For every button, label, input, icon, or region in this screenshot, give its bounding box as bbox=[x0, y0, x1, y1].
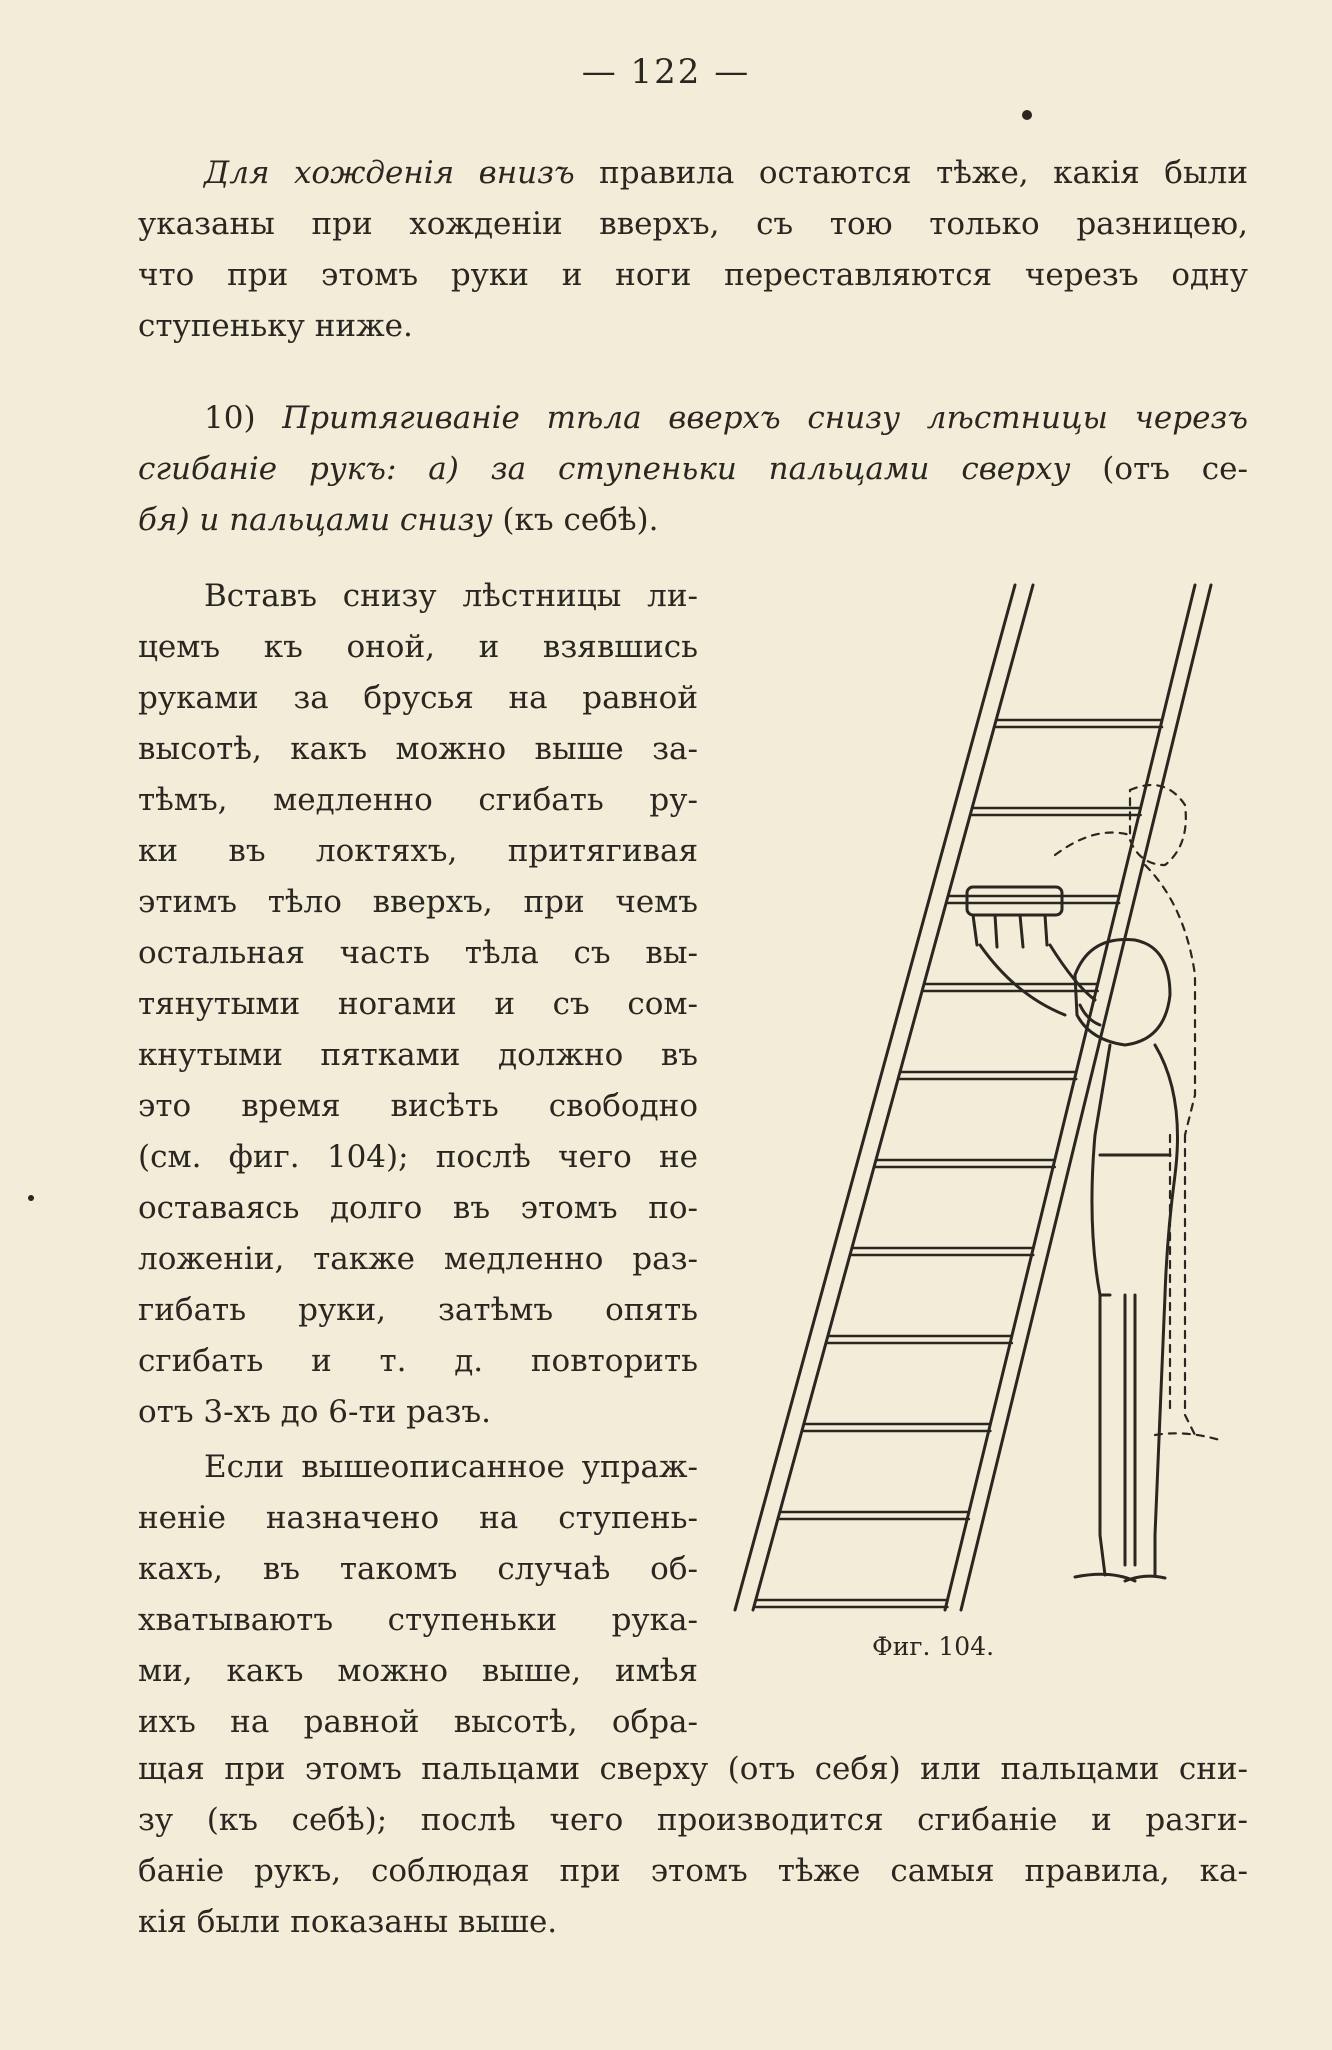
text-line: кія были показаны выше. bbox=[138, 1904, 558, 1940]
ladder-rail bbox=[753, 585, 1033, 1610]
text-line: что при этомъ руки и ноги переставляются черезъ одну bbox=[138, 257, 1248, 293]
text-line: тѣмъ, медленно сгибать ру- bbox=[138, 782, 698, 818]
text-line: ступеньку ниже. bbox=[138, 308, 413, 344]
text-line: зу (къ себѣ); послѣ чего производится сгибаніе и разги- bbox=[138, 1802, 1248, 1838]
text-line: неніе назначено на ступень- bbox=[138, 1500, 698, 1536]
text-line: бя) и пальцами снизу (къ себѣ). bbox=[138, 502, 659, 538]
text-line: ложеніи, также медленно раз- bbox=[138, 1241, 698, 1277]
ink-speck bbox=[28, 1195, 34, 1201]
text-line: оставаясь долго въ этомъ по- bbox=[138, 1190, 698, 1226]
ladder-rail bbox=[735, 585, 1015, 1610]
text-line: тянутыми ногами и съ сом- bbox=[138, 986, 698, 1022]
text-line: (см. фиг. 104); послѣ чего не bbox=[138, 1139, 698, 1175]
text-line: баніе рукъ, соблюдая при этомъ тѣже самыя правила, ка- bbox=[138, 1853, 1248, 1889]
text-line: отъ 3-хъ до 6-ти разъ. bbox=[138, 1394, 491, 1430]
ink-speck bbox=[1022, 110, 1032, 120]
text-line: гибать руки, затѣмъ опять bbox=[138, 1292, 698, 1328]
text-line: щая при этомъ пальцами сверху (отъ себя) или пальцами сни- bbox=[138, 1751, 1248, 1787]
figure-caption: Фиг. 104. bbox=[872, 1632, 995, 1661]
text-line: цемъ къ оной, и взявшись bbox=[138, 629, 698, 665]
column-text bbox=[138, 571, 698, 1748]
text-line: остальная часть тѣла съ вы- bbox=[138, 935, 698, 971]
text-line: ми, какъ можно выше, имѣя bbox=[138, 1653, 698, 1689]
ladder-figure bbox=[715, 575, 1255, 1655]
text-line: Для хожденія внизъ правила остаются тѣже, какія были bbox=[204, 155, 1248, 191]
paragraph-continuation bbox=[138, 1744, 1248, 1948]
text-line: 10) Притягиваніе тѣла вверхъ снизу лѣстницы черезъ bbox=[204, 400, 1248, 436]
text-line: высотѣ, какъ можно выше за- bbox=[138, 731, 698, 767]
text-line: ихъ на равной высотѣ, обра- bbox=[138, 1704, 698, 1740]
text-line: хватываютъ ступеньки рука- bbox=[138, 1602, 698, 1638]
paragraph-descending bbox=[138, 148, 1248, 352]
exercise-heading bbox=[138, 393, 1248, 546]
text-line: ки въ локтяхъ, притягивая bbox=[138, 833, 698, 869]
text-line: сгибать и т. д. повторить bbox=[138, 1343, 698, 1379]
text-line: Если вышеописанное упраж- bbox=[204, 1449, 698, 1485]
text-line: Вставъ снизу лѣстницы ли- bbox=[204, 578, 698, 614]
text-line: кахъ, въ такомъ случаѣ об- bbox=[138, 1551, 698, 1587]
text-line: сгибаніе рукъ: а) за ступеньки пальцами сверху (отъ се- bbox=[138, 451, 1248, 487]
italic-term: Для хожденія внизъ bbox=[204, 155, 575, 191]
page-number: — 122 — bbox=[581, 52, 751, 92]
text-line: это время висѣть свободно bbox=[138, 1088, 698, 1124]
text-line: руками за брусья на равной bbox=[138, 680, 698, 716]
text-line: этимъ тѣло вверхъ, при чемъ bbox=[138, 884, 698, 920]
text-line: кнутыми пятками должно въ bbox=[138, 1037, 698, 1073]
text-line: указаны при хожденіи вверхъ, съ тою только разницею, bbox=[138, 206, 1248, 242]
